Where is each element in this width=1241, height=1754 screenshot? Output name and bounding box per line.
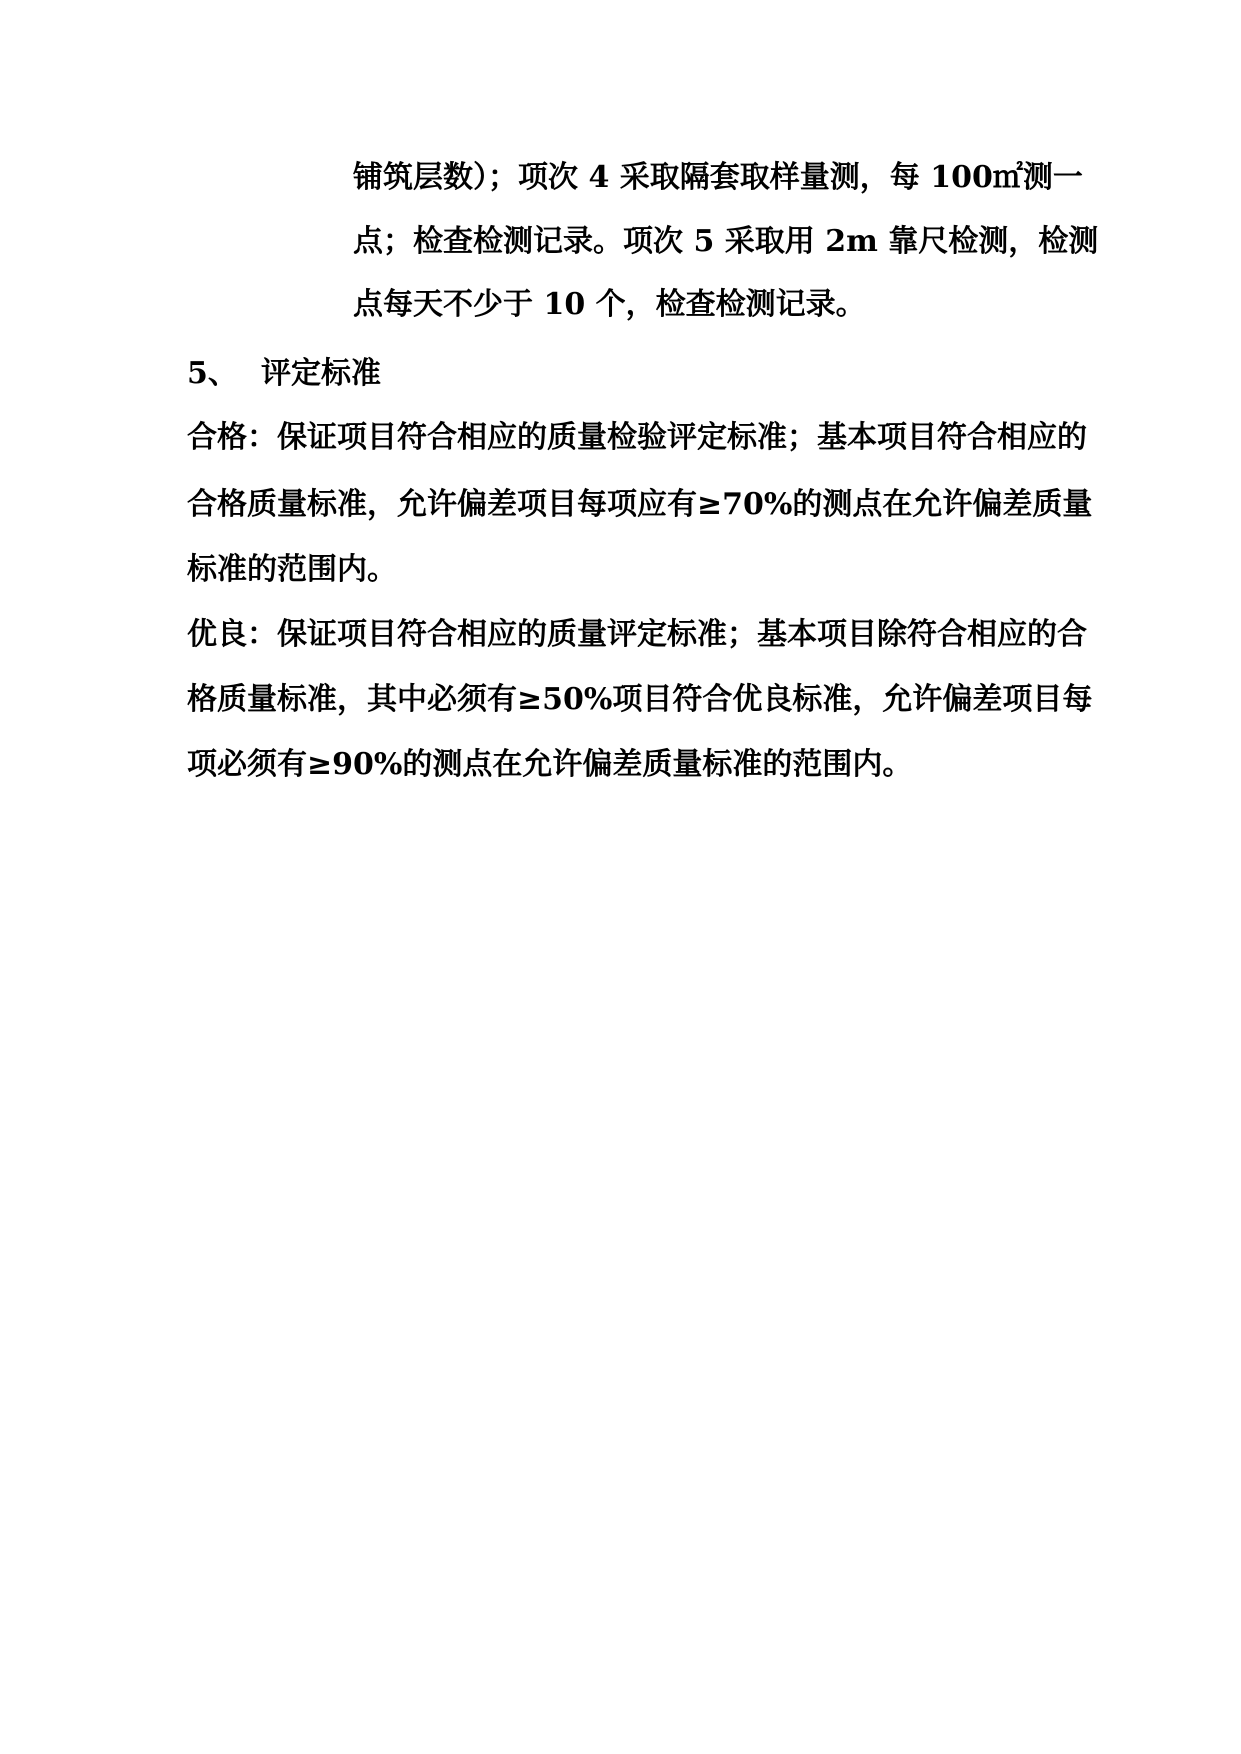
paragraph-line: 格质量标准，其中必须有≥50%项目符合优良标准，允许偏差项目每 xyxy=(187,682,1093,717)
paragraph-line: 铺筑层数）；项次 4 采取隔套取样量测，每 100㎡测一 xyxy=(353,160,1083,195)
paragraph-line: 优良：保证项目符合相应的质量评定标准；基本项目除符合相应的合 xyxy=(187,617,1087,652)
section-number: 5、 xyxy=(187,356,238,391)
paragraph-line: 点每天不少于 10 个，检查检测记录。 xyxy=(353,287,866,322)
paragraph-line: 合格质量标准，允许偏差项目每项应有≥70%的测点在允许偏差质量 xyxy=(187,487,1093,522)
paragraph-line: 项必须有≥90%的测点在允许偏差质量标准的范围内。 xyxy=(187,747,913,782)
paragraph-line: 合格：保证项目符合相应的质量检验评定标准；基本项目符合相应的 xyxy=(187,420,1087,455)
section-heading xyxy=(187,354,381,394)
paragraph-line: 标准的范围内。 xyxy=(187,552,397,587)
section-title: 评定标准 xyxy=(261,356,381,391)
paragraph-line: 点；检查检测记录。项次 5 采取用 2m 靠尺检测，检测 xyxy=(353,224,1099,259)
